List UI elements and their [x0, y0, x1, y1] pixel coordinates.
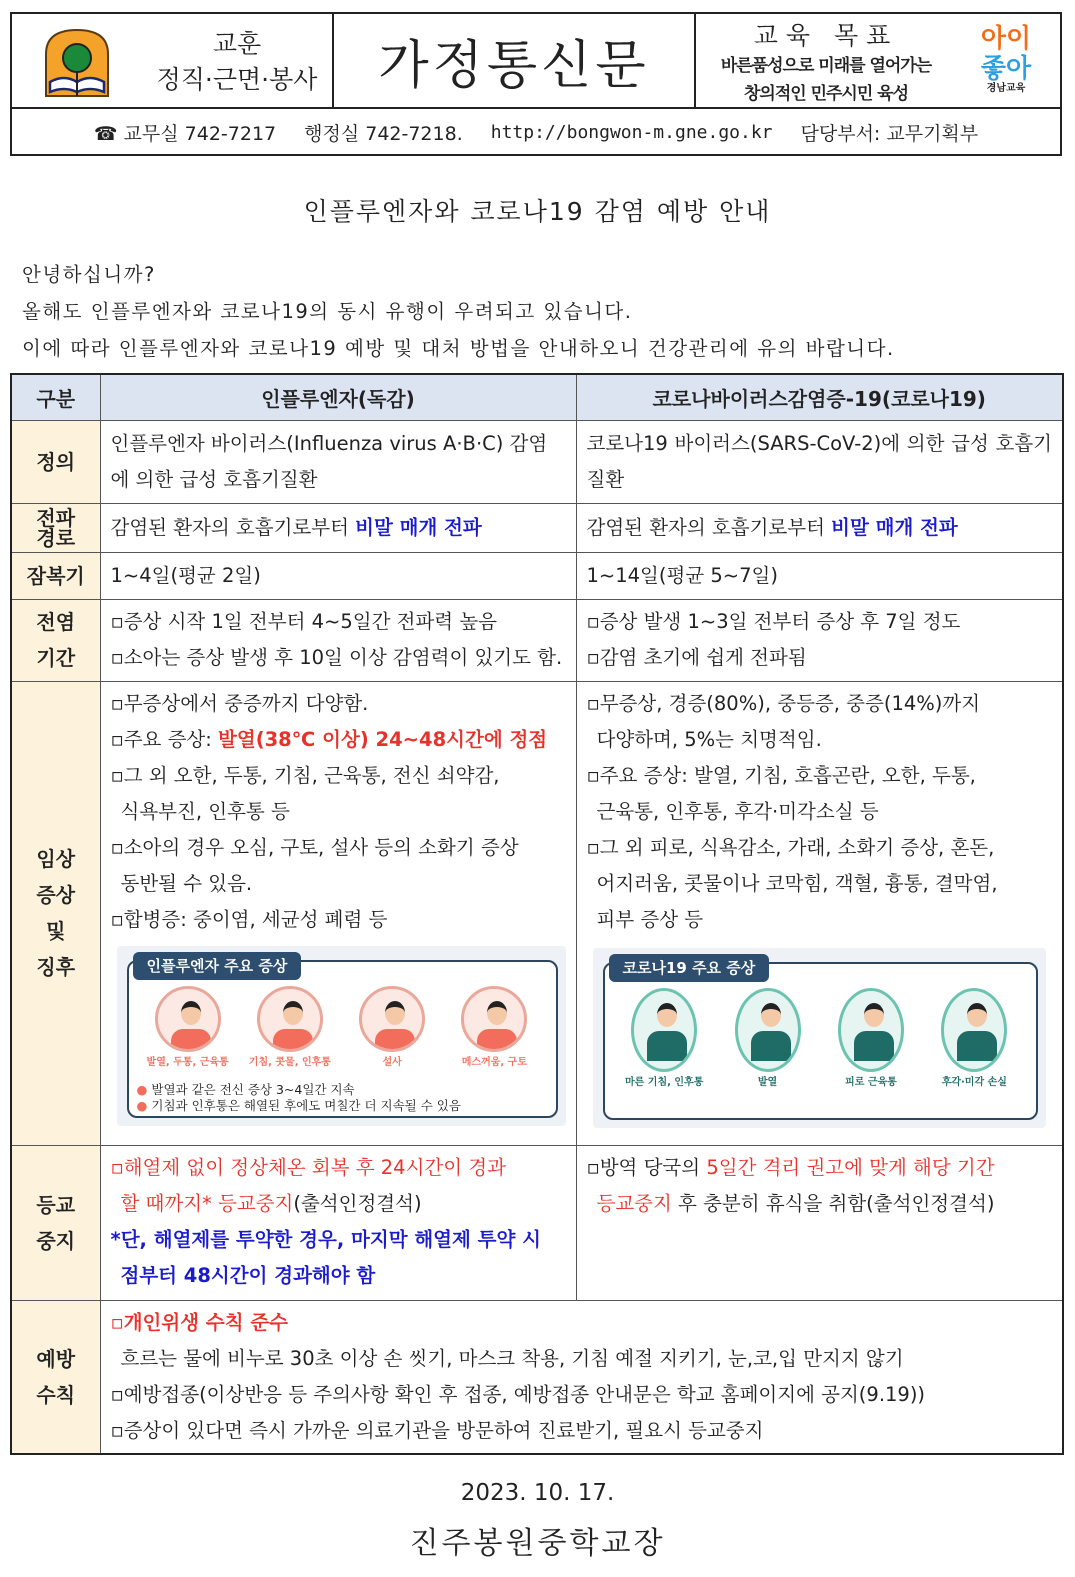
goal-label: 교육 목표: [753, 21, 899, 50]
newsletter-title: 가정통신문: [334, 14, 696, 107]
illustration-title: 인플루엔자 주요 증상: [133, 952, 302, 980]
illustration-title: 코로나19 주요 증상: [609, 954, 770, 982]
illustration-note: 발열과 같은 전신 증상 3~4일간 지속: [151, 1081, 355, 1097]
symptom-label: 피로 근육통: [845, 1076, 897, 1088]
table-row: [11, 1145, 1063, 1300]
table-row: [11, 1300, 1063, 1454]
symptom-figure: [821, 988, 921, 1090]
row-label: 잠복기: [11, 552, 100, 599]
column-header: 인플루엔자(독감): [100, 374, 576, 420]
admin-phone: 행정실 742-7218.: [304, 122, 463, 145]
symptom-figure: [240, 986, 340, 1070]
illustration-note: 기침과 인후통은 해열된 후에도 며칠간 더 지속될 수 있음: [151, 1097, 461, 1113]
row-label: 등교 중지: [11, 1145, 100, 1300]
symptom-label: 발열: [757, 1076, 778, 1088]
prevention-rules: ▫개인위생 수칙 준수 흐르는 물에 비누로 30초 이상 손 씻기, 마스크 착용, 기침 예절 지키기, 눈,코,입 만지지 않기 ▫예방접종(이상반응 등 주의사항 확인 후 접종, 예방접종 안내문은 학교 홈페이지에 공지(9.19)) ▫증상이 있다면 즉시 가까운 의료기관을 방문하여 진료받기, 필요시 등교중지: [100, 1300, 1063, 1454]
goal-line: 창의적인 민주시민 육성: [743, 84, 909, 104]
motto-label: 교훈: [212, 29, 262, 58]
contact-bar: [12, 109, 1060, 155]
table-header-row: [11, 374, 1063, 420]
flu-definition: 인플루엔자 바이러스(Influenza virus A·B·C) 감염에 의한 급성 호흡기질환: [100, 420, 576, 503]
intro-text: [22, 256, 895, 367]
gyeongnam-education-logo: 아이 좋아 경남교육: [980, 24, 1032, 94]
covid-symptoms-illustration: [593, 948, 1047, 1128]
intro-line: 이에 따라 인플루엔자와 코로나19 예방 및 대처 방법을 안내하오니 건강관리에 유의 바랍니다.: [22, 337, 895, 360]
covid-school-suspension: ▫방역 당국의 5일간 격리 권고에 맞게 해당 기간 등교중지 후 충분히 휴식을 취함(출석인정결석): [576, 1145, 1063, 1300]
school-emblem-icon: [36, 26, 118, 98]
table-row: [11, 552, 1063, 599]
person-icon: [941, 988, 1007, 1072]
person-icon: [838, 988, 904, 1072]
column-header: 코로나바이러스감염증-19(코로나19): [576, 374, 1063, 420]
goal-line: 바른품성으로 미래를 열어가는: [720, 56, 932, 76]
school-url-link[interactable]: http://bongwon-m.gne.go.kr: [490, 121, 773, 143]
flu-symptoms-illustration: 인플루엔자 주요 증상 발열, 두통, 근육통 기침, 콧물, 인후통 설사 메스꺼움, 구토 ● 발열과 같은 전신 증상 3~4일간 지속 ● 기침과 인후통은 해열된 후에도 며칠간 더 지속될 수 있음: [117, 946, 566, 1126]
flu-symptoms: ▫무증상에서 중증까지 다양함. ▫주요 증상: 발열(38℃ 이상) 24~48시간에 정점 ▫그 외 오한, 두통, 기침, 근육통, 전신 쇠약감, 식욕부진, 인후통 등 ▫소아의 경우 오심, 구토, 설사 등의 소화기 증상 동반될 수 있음. ▫합병증: 중이염, 세균성 폐렴 등 인플루엔자 주요 증상 발열, 두통, 근육통 기침, 콧물, 인후통 설사 메스꺼움, 구토 ● 발열과 같은 전신 증상 3~4일간 지속 ● 기침과 인후통은 해열된 후에도 며칠간 더 지속될 수 있음: [100, 681, 576, 1145]
flu-route: 감염된 환자의 호흡기로부터 비말 매개 전파: [100, 503, 576, 552]
row-label: 전파 경로: [11, 503, 100, 552]
intro-line: 올해도 인플루엔자와 코로나19의 동시 유행이 우려되고 있습니다.: [22, 300, 633, 323]
comparison-table: [10, 373, 1064, 1455]
symptom-figure: [924, 988, 1024, 1090]
issue-date: 2023. 10. 17.: [460, 1480, 615, 1506]
symptom-figure: [138, 986, 238, 1070]
row-label: 예방 수칙: [11, 1300, 100, 1454]
table-row: [11, 420, 1063, 503]
department: 담당부서: 교무기획부: [800, 122, 979, 145]
row-label: 전염 기간: [11, 599, 100, 681]
row-label: 정의: [11, 420, 100, 503]
flu-school-suspension: ▫해열제 없이 정상체온 회복 후 24시간이 경과 할 때까지* 등교중지(출석인정결석) *단, 해열제를 투약한 경우, 마지막 해열제 투약 시 점부터 48시간이 경과해야 함: [100, 1145, 576, 1300]
covid-definition: 코로나19 바이러스(SARS-CoV-2)에 의한 급성 호흡기질환: [576, 420, 1063, 503]
symptom-label: 후각·미각 손실: [941, 1076, 1007, 1088]
covid-route: 감염된 환자의 호흡기로부터 비말 매개 전파: [576, 503, 1063, 552]
covid-symptoms: ▫무증상, 경증(80%), 중등증, 중증(14%)까지 다양하며, 5%는 치명적임. ▫주요 증상: 발열, 기침, 호흡곤란, 오한, 두통, 근육통, 인후통, 후각·미각소실 등 ▫그 외 피로, 식욕감소, 가래, 소화기 증상, 혼돈, 어지러움, 콧물이나 코막힘, 객혈, 흉통, 결막염, 피부 증상 등 코로나19 주요 증상 마른 기침, 인후통 발열 피로 근육통 후각·미각 손실: [576, 681, 1063, 1145]
symptom-label: 마른 기침, 인후통: [624, 1076, 704, 1088]
symptom-figure: [342, 986, 442, 1070]
covid-incubation: 1~14일(평균 5~7일): [576, 552, 1063, 599]
person-icon: [359, 986, 425, 1052]
motto-text: 정직·근면·봉사: [156, 65, 318, 94]
principal-signature: 진주봉원중학교장: [409, 1526, 666, 1561]
person-icon: [461, 986, 527, 1052]
person-icon: [155, 986, 221, 1052]
symptom-label: 메스꺼움, 구토: [461, 1056, 527, 1068]
table-row: [11, 599, 1063, 681]
table-row: [11, 681, 1063, 1145]
symptom-figure: [444, 986, 544, 1070]
table-row: [11, 503, 1063, 552]
document-title: 인플루엔자와 코로나19 감염 예방 안내: [303, 197, 772, 226]
person-icon: [735, 988, 801, 1072]
flu-infectious-period: ▫증상 시작 1일 전부터 4~5일간 전파력 높음 ▫소아는 증상 발생 후 10일 이상 감염력이 있기도 함.: [100, 599, 576, 681]
school-motto-cell: [12, 14, 334, 107]
symptom-figure: [614, 988, 714, 1090]
office-phone: 교무실 742-7217: [123, 122, 277, 145]
symptom-label: 설사: [382, 1056, 402, 1068]
covid-infectious-period: ▫증상 발생 1~3일 전부터 증상 후 7일 정도 ▫감염 초기에 쉽게 전파됨: [576, 599, 1063, 681]
flu-incubation: 1~4일(평균 2일): [100, 552, 576, 599]
education-goal-cell: [696, 14, 1060, 107]
symptom-label: 기침, 콧물, 인후통: [248, 1056, 331, 1068]
symptom-figure: [718, 988, 818, 1090]
intro-line: 안녕하십니까?: [22, 263, 156, 286]
newsletter-header: [10, 12, 1062, 156]
row-label: 임상 증상 및 징후: [11, 681, 100, 1145]
person-icon: [631, 988, 697, 1072]
column-header: 구분: [11, 374, 100, 420]
person-icon: [257, 986, 323, 1052]
phone-icon: ☎: [93, 122, 118, 145]
symptom-label: 발열, 두통, 근육통: [146, 1056, 229, 1068]
